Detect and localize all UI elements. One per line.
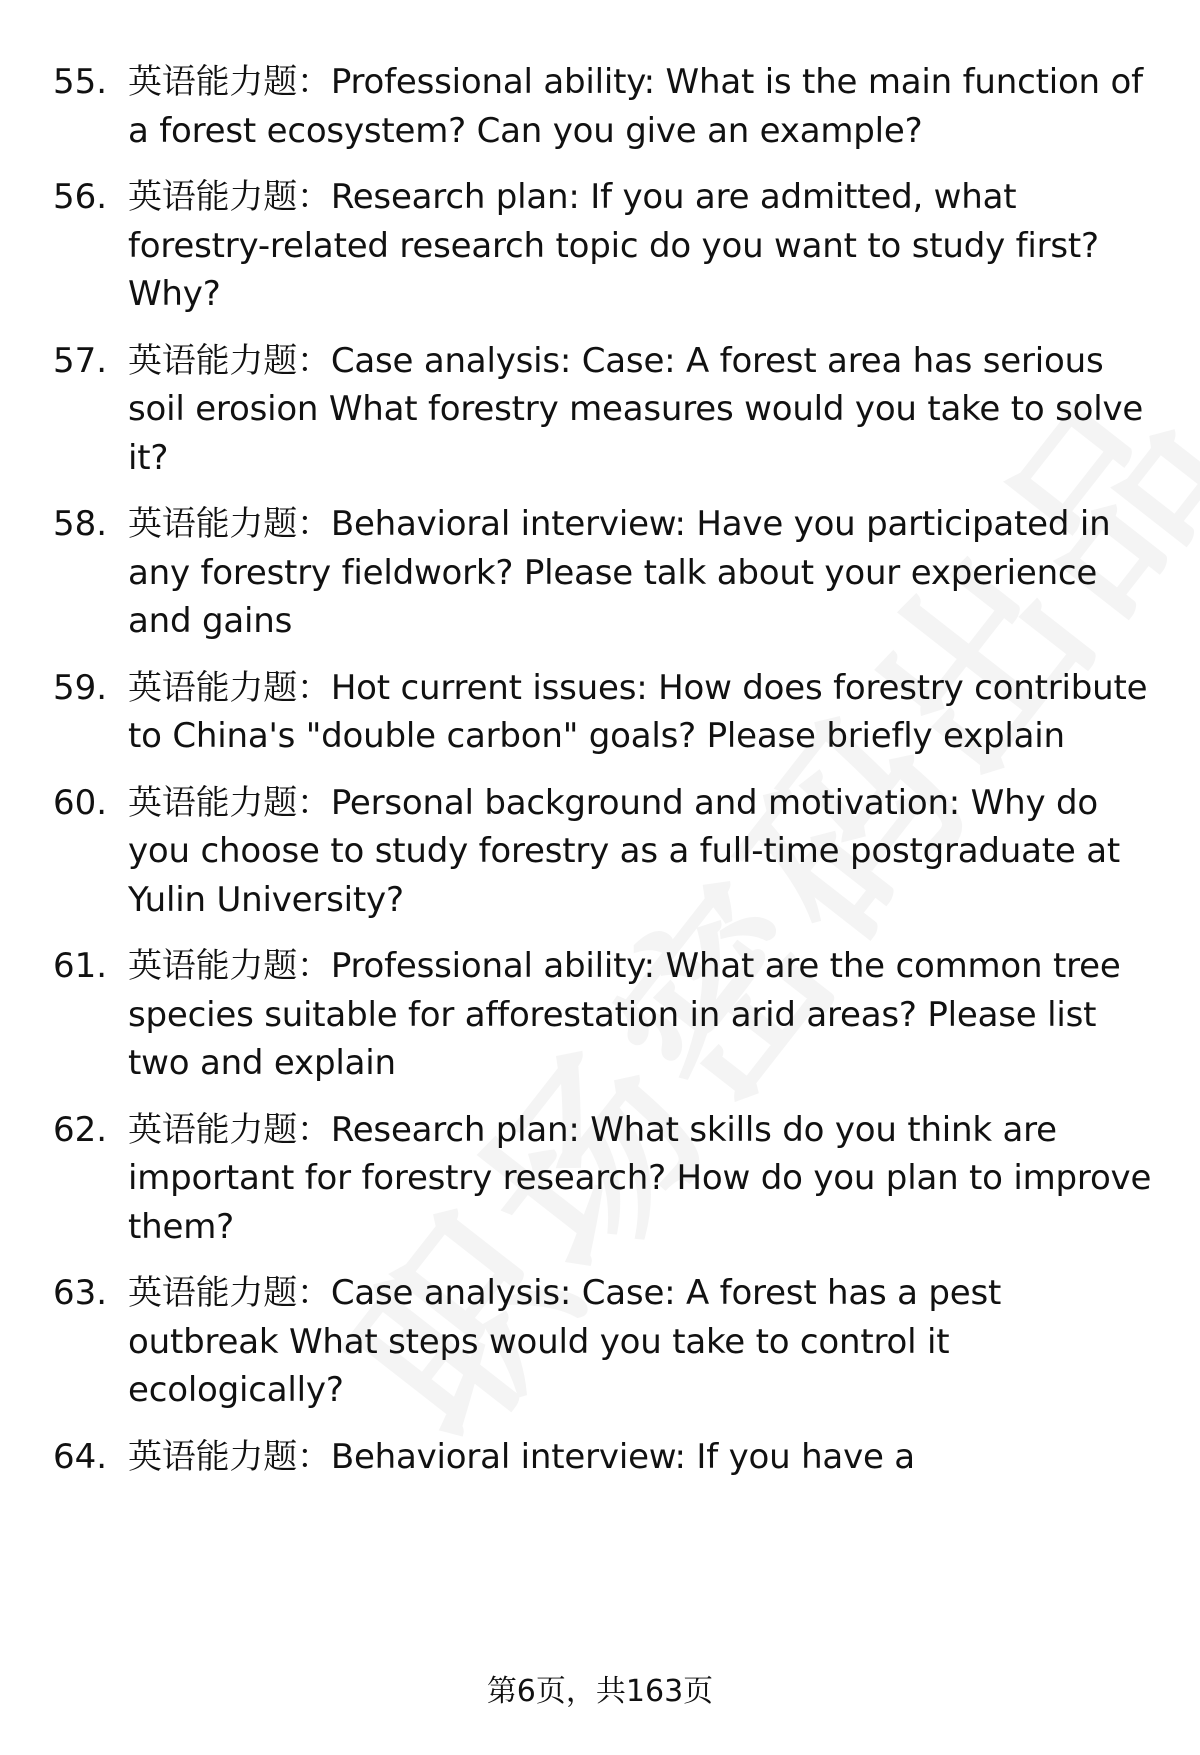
question-prefix: 英语能力题： (128, 1436, 331, 1477)
question-number: 63. (53, 1273, 108, 1313)
question-number: 61. (53, 946, 108, 986)
question-item (0, 779, 1200, 925)
question-prefix: 英语能力题： (128, 340, 331, 381)
question-number: 57. (53, 340, 108, 381)
question-number: 60. (53, 782, 108, 823)
question-text: Professional ability: What is the main function of a forest ecosystem? Can you give an example? (128, 62, 1143, 151)
question-text: Research plan: What skills do you think are important for forestry research? How do you plan to improve them? (128, 1109, 1152, 1247)
question-item (0, 337, 1200, 483)
question-text: Personal background and motivation: Why do you choose to study forestry as a full-time postgraduate at Yulin University? (128, 782, 1120, 920)
question-number: 56. (53, 177, 108, 217)
question-item (0, 1106, 1200, 1252)
question-text: Behavioral interview: If you have a (330, 1436, 915, 1477)
question-text: Hot current issues: How does forestry contribute to China's "double carbon" goals? Please briefly explain (128, 667, 1148, 756)
question-list (0, 58, 1200, 1499)
question-text: Case analysis: Case: A forest area has serious soil erosion What forestry measures would you take to solve it? (128, 340, 1144, 478)
question-prefix: 英语能力题： (128, 667, 331, 708)
question-number: 58. (53, 504, 108, 544)
question-prefix: 英语能力题： (128, 62, 331, 102)
question-number: 64. (53, 1436, 108, 1477)
question-prefix: 英语能力题： (128, 1273, 331, 1313)
question-prefix: 英语能力题： (128, 1109, 331, 1150)
question-item (0, 942, 1200, 1088)
question-number: 62. (53, 1109, 108, 1150)
question-prefix: 英语能力题： (128, 782, 331, 823)
question-item (0, 664, 1200, 761)
question-prefix: 英语能力题： (128, 504, 331, 544)
question-text: Research plan: If you are admitted, what forestry-related research topic do you want to study first? Why? (128, 177, 1099, 314)
page-footer: 第6页，共163页 (486, 1674, 714, 1709)
question-item (0, 173, 1200, 319)
question-item (0, 1433, 1200, 1482)
question-text: Case analysis: Case: A forest has a pest outbreak What steps would you take to control it ecologically? (128, 1273, 1002, 1410)
question-prefix: 英语能力题： (128, 946, 331, 986)
question-item (0, 58, 1200, 155)
question-item (0, 500, 1200, 646)
question-text: Behavioral interview: Have you participated in any forestry fieldwork? Please talk about your experience and gains (128, 504, 1111, 641)
question-number: 59. (53, 667, 108, 708)
question-number: 55. (53, 62, 108, 102)
question-text: Professional ability: What are the common tree species suitable for afforestation in arid areas? Please list two and explain (128, 946, 1121, 1083)
question-item (0, 1269, 1200, 1415)
question-prefix: 英语能力题： (128, 177, 331, 217)
